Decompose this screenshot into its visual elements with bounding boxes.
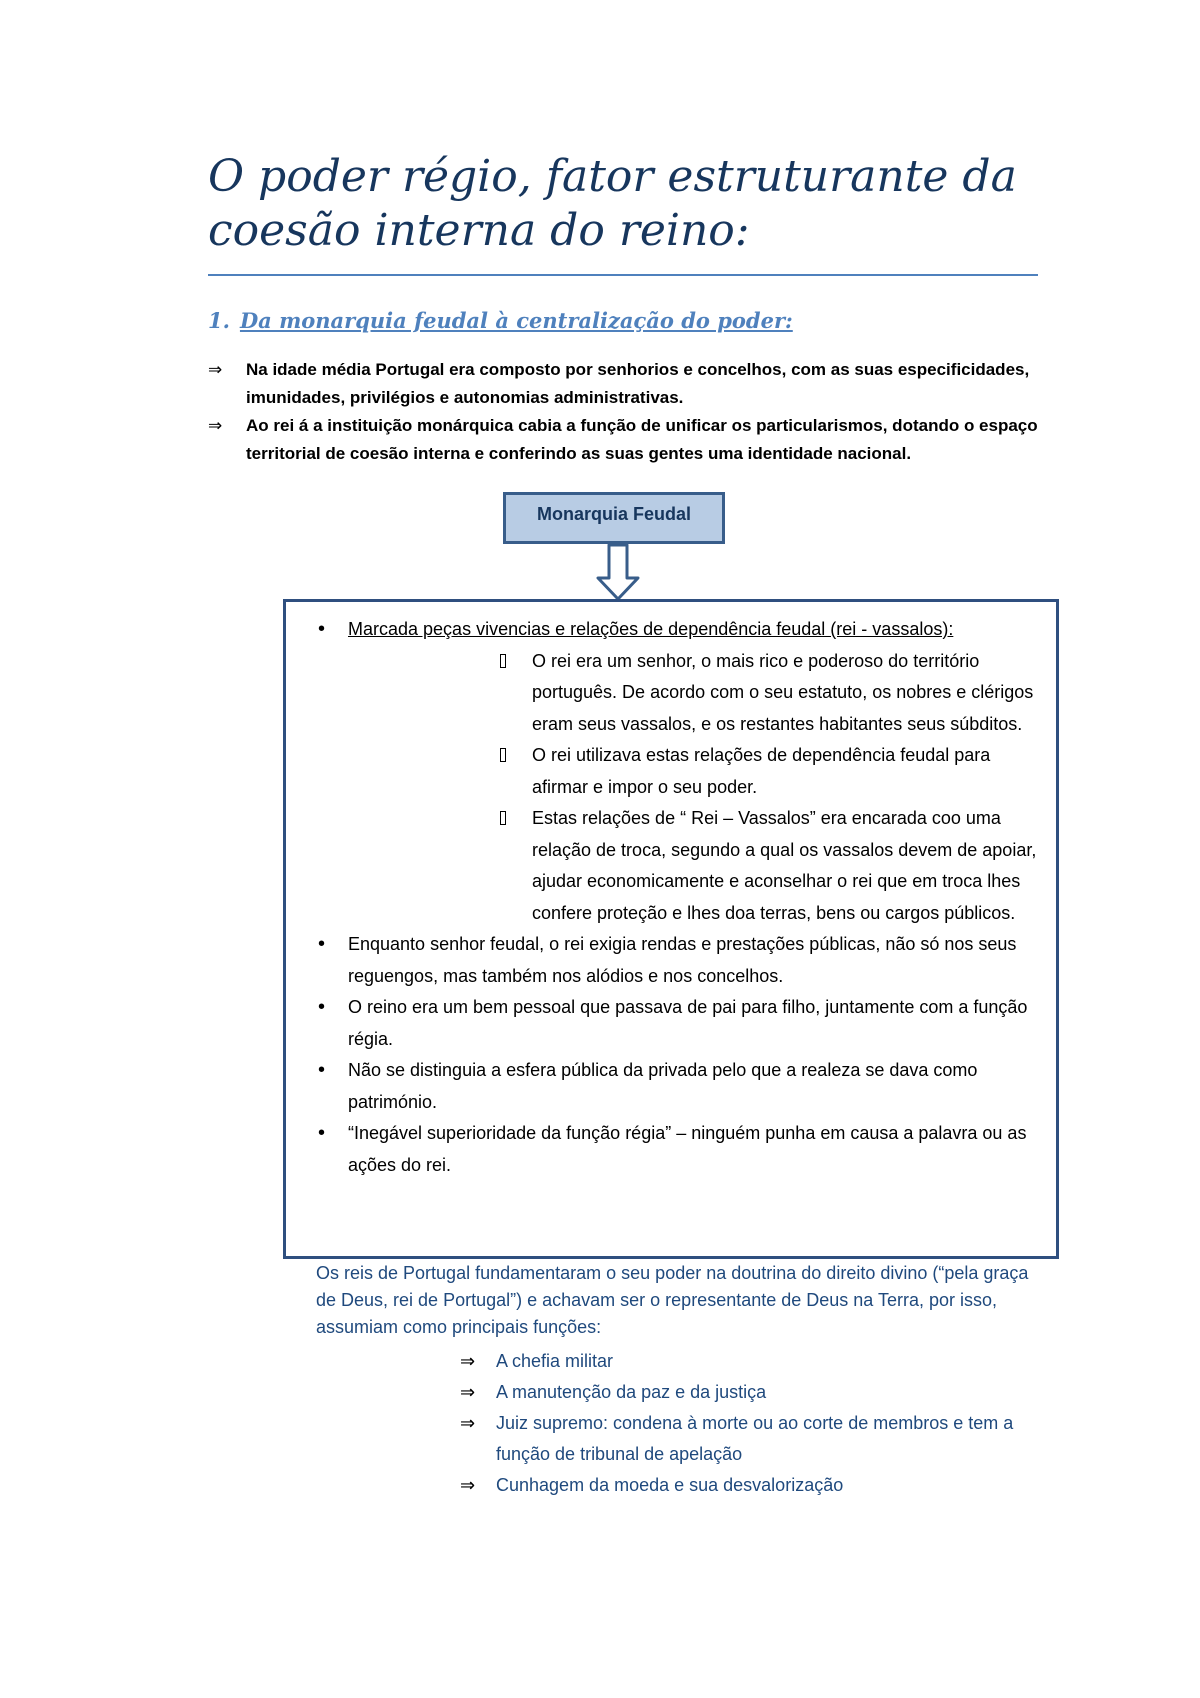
sub-list bbox=[348, 646, 1038, 930]
title-underline-rule bbox=[208, 274, 1038, 276]
square-bullet-icon bbox=[500, 748, 506, 762]
section-heading bbox=[208, 308, 793, 333]
square-bullet-icon bbox=[500, 654, 506, 668]
section-heading-text: Da monarquia feudal à centralização do poder: bbox=[239, 308, 793, 333]
sub-item-text: O rei utilizava estas relações de dependência feudal para afirmar e impor o seu poder. bbox=[532, 745, 991, 797]
characteristic-text: “Inegável superioridade da função régia” – ninguém punha em causa a palavra ou as ações do rei. bbox=[348, 1123, 1027, 1175]
characteristic-text: Não se distinguia a esfera pública da privada pelo que a realeza se dava como património. bbox=[348, 1060, 978, 1112]
monarquia-feudal-box: Monarquia Feudal bbox=[503, 492, 725, 544]
page-title: O poder régio, fator estruturante da coesão interna do reino: bbox=[208, 151, 1017, 256]
function-item bbox=[460, 1377, 1050, 1408]
characteristic-item bbox=[318, 1055, 1038, 1118]
intro-bullet-text: Na idade média Portugal era composto por senhorios e concelhos, com as suas especificidades, imunidades, privilégios e autonomias administrativas. bbox=[246, 360, 1030, 407]
characteristic-text: Marcada peças vivencias e relações de dependência feudal (rei - vassalos): bbox=[348, 619, 954, 639]
feudal-characteristics-box bbox=[283, 599, 1059, 1259]
characteristic-item bbox=[318, 1118, 1038, 1181]
function-text: Juiz supremo: condena à morte ou ao corte de membros e tem a função de tribunal de apelação bbox=[496, 1413, 1014, 1464]
down-arrow-icon bbox=[596, 544, 640, 600]
square-bullet-icon bbox=[500, 811, 506, 825]
intro-bullet-text: Ao rei á a instituição monárquica cabia a função de unificar os particularismos, dotando o espaço territorial de coesão interna e conferindo as suas gentes uma identidade nacional. bbox=[246, 416, 1038, 463]
royal-functions-list bbox=[460, 1346, 1050, 1501]
characteristic-item bbox=[318, 929, 1038, 992]
function-text: A chefia militar bbox=[496, 1351, 614, 1371]
sub-item bbox=[500, 803, 1038, 929]
double-arrow-icon: ⇒ bbox=[208, 360, 223, 379]
function-item bbox=[460, 1346, 1050, 1377]
sub-item-text: Estas relações de “ Rei – Vassalos” era encarada coo uma relação de troca, segundo a qual os vassalos devem de apoiar, ajudar economicamente e aconselhar o rei que em troca lhes confere proteção e lhes doa terras, bens ou cargos públicos. bbox=[532, 808, 1037, 923]
double-arrow-icon: ⇒ bbox=[460, 1382, 476, 1402]
intro-bullet bbox=[208, 356, 1038, 412]
characteristic-item bbox=[318, 992, 1038, 1055]
characteristic-text: Enquanto senhor feudal, o rei exigia rendas e prestações públicas, não só nos seus reguengos, mas também nos alódios e nos concelhos. bbox=[348, 934, 1017, 986]
double-arrow-icon: ⇒ bbox=[208, 416, 223, 435]
intro-bullet bbox=[208, 412, 1038, 468]
bullet-icon: • bbox=[318, 1059, 326, 1081]
function-text: A manutenção da paz e da justiça bbox=[496, 1382, 767, 1402]
bullet-icon: • bbox=[318, 933, 326, 955]
characteristic-item bbox=[318, 614, 1038, 929]
bullet-icon: • bbox=[318, 618, 326, 640]
characteristic-text: O reino era um bem pessoal que passava de pai para filho, juntamente com a função régia. bbox=[348, 997, 1028, 1049]
intro-bullet-list bbox=[208, 356, 1038, 468]
function-text: Cunhagem da moeda e sua desvalorização bbox=[496, 1475, 844, 1495]
function-item bbox=[460, 1470, 1050, 1501]
double-arrow-icon: ⇒ bbox=[460, 1413, 476, 1433]
sub-item bbox=[500, 740, 1038, 803]
bullet-icon: • bbox=[318, 996, 326, 1018]
sub-item bbox=[500, 646, 1038, 741]
double-arrow-icon: ⇒ bbox=[460, 1351, 476, 1371]
characteristics-list bbox=[318, 614, 1038, 1181]
double-arrow-icon: ⇒ bbox=[460, 1475, 476, 1495]
function-item bbox=[460, 1408, 1050, 1470]
section-number: 1. bbox=[208, 308, 230, 333]
bullet-icon: • bbox=[318, 1122, 326, 1144]
sub-item-text: O rei era um senhor, o mais rico e poderoso do território português. De acordo com o seu estatuto, os nobres e clérigos eram seus vassalos, e os restantes habitantes seus súbditos. bbox=[532, 650, 1034, 734]
divine-right-paragraph: Os reis de Portugal fundamentaram o seu poder na doutrina do direito divino (“pela graça de Deus, rei de Portugal”) e achavam ser o representante de Deus na Terra, por isso, assumiam como principais funções: bbox=[316, 1263, 1029, 1337]
